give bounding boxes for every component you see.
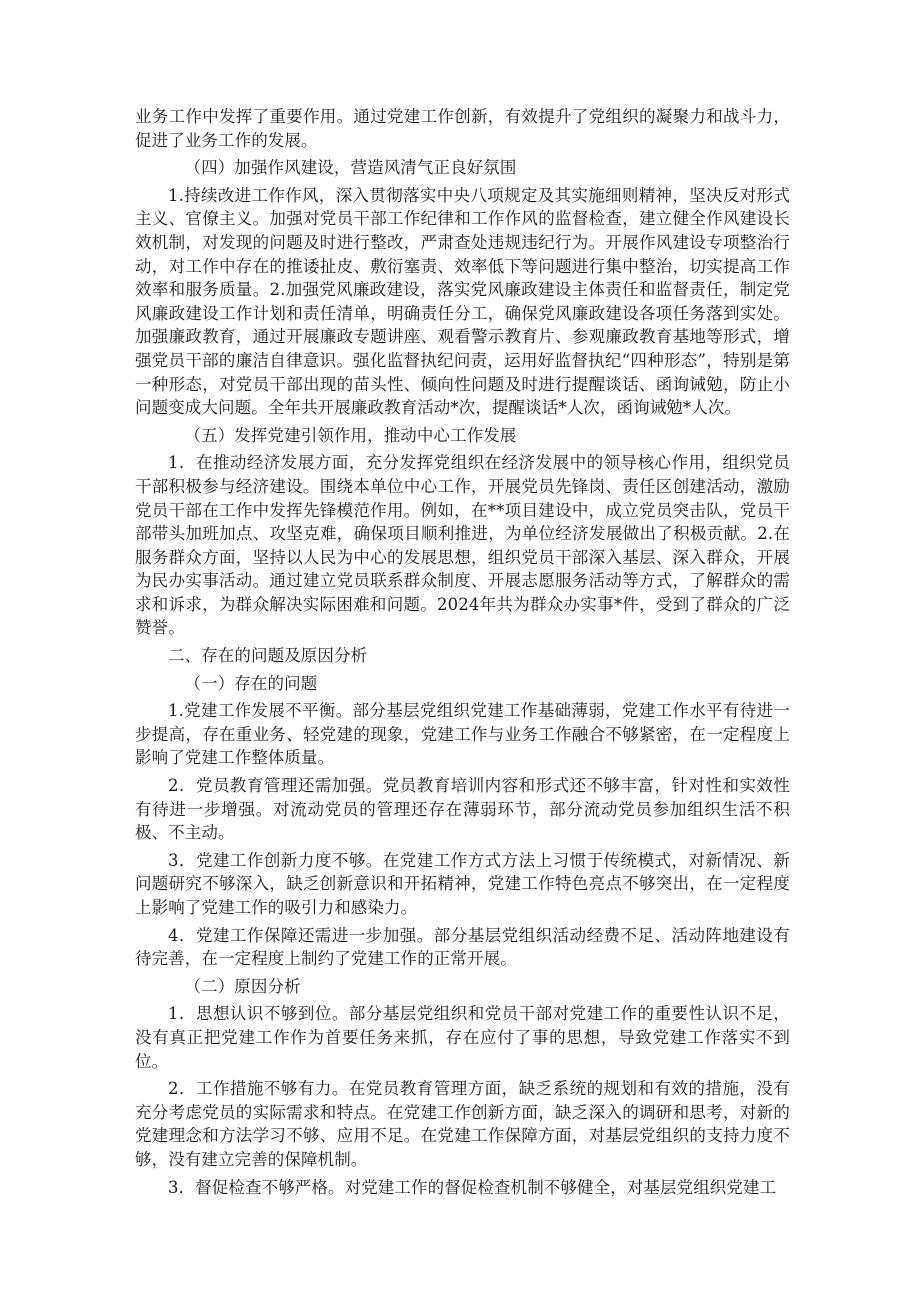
paragraph-problem-4: 4．党建工作保障还需进一步加强。部分基层党组织活动经费不足、活动阵地建设有待完善，在一定程度上制约了党建工作的正常开展。 — [135, 925, 790, 969]
heading-section-5: （五）发挥党建引领作用，推动中心工作发展 — [184, 425, 517, 445]
paragraph-problem-2: 2．党员教育管理还需加强。党员教育培训内容和形式还不够丰富，针对性和实效性有待进一步增强。对流动党员的管理还存在薄弱环节，部分流动党员参加组织生活不积极、不主动。 — [135, 776, 790, 843]
heading-cause-analysis: （二）原因分析 — [184, 976, 301, 996]
paragraph-leading-role: 1．在推动经济发展方面，充分发挥党组织在经济发展中的领导核心作用，组织党员干部积极参与经济建设。围绕本单位中心工作，开展党员先锋岗、责任区创建活动，激励党员干部在工作中发挥先锋模范作用。例如，在**项目建设中，成立党员突击队，党员干部带头加班加点、攻坚克难，确保项目顺利推进，为单位经济发展做出了积极贡献。2.在服务群众方面，坚持以人民为中心的发展思想，组织党员干部深入基层、深入群众，开展为民办实事活动。通过建立党员联系群众制度、开展志愿服务活动等方式，了解群众的需求和诉求，为群众解决实际困难和问题。2024年共为群众办实事*件，受到了群众的广泛赞誉。 — [135, 453, 790, 638]
paragraph-cause-3: 3．督促检查不够严格。对党建工作的督促检查机制不够健全，对基层党组织党建工 — [168, 1177, 777, 1197]
paragraph-cause-2: 2．工作措施不够有力。在党员教育管理方面，缺乏系统的规划和有效的措施，没有充分考虑党员的实际需求和特点。在党建工作创新方面，缺乏深入的调研和思考，对新的党建理念和方法学习不够、应用不足。在党建工作保障方面，对基层党组织的支持力度不够，没有建立完善的保障机制。 — [135, 1079, 790, 1169]
paragraph-style-building: 1.持续改进工作作风，深入贯彻落实中央八项规定及其实施细则精神，坚决反对形式主义、官僚主义。加强对党员干部工作纪律和工作作风的监督检查，建立健全作风建设长效机制，对发现的问题及时进行整改，严肃查处违规违纪行为。开展作风建设专项整治行动，对工作中存在的推诿扯皮、敷衍塞责、效率低下等问题进行集中整治，切实提高工作效率和服务质量。2.加强党风廉政建设，落实党风廉政建设主体责任和监督责任，制定党风廉政建设工作计划和责任清单，明确责任分工，确保党风廉政建设各项任务落到实处。加强廉政教育，通过开展廉政专题讲座、观看警示教育片、参观廉政教育基地等形式，增强党员干部的廉洁自律意识。强化监督执纪问责，运用好监督执纪“四种形态”，特别是第一种形态，对党员干部出现的苗头性、倾向性问题及时进行提醒谈话、函询诫勉，防止小问题变成大问题。全年共开展廉政教育活动*次，提醒谈话*人次，函询诫勉*人次。 — [135, 185, 790, 418]
paragraph-intro-continuation: 业务工作中发挥了重要作用。通过党建工作创新，有效提升了党组织的凝聚力和战斗力，促进了业务工作的发展。 — [135, 107, 790, 150]
paragraph-cause-1: 1．思想认识不够到位。部分基层党组织和党员干部对党建工作的重要性认识不足，没有真正把党建工作作为首要任务来抓，存在应付了事的思想，导致党建工作落实不到位。 — [135, 1004, 790, 1071]
heading-existing-problems: （一）存在的问题 — [184, 673, 318, 693]
heading-section-4: （四）加强作风建设，营造风清气正良好氛围 — [184, 158, 517, 178]
heading-problems-analysis: 二、存在的问题及原因分析 — [168, 646, 368, 666]
document-page — [135, 105, 790, 1203]
paragraph-problem-1: 1.党建工作发展不平衡。部分基层党组织党建工作基础薄弱，党建工作水平有待进一步提高，存在重业务、轻党建的现象，党建工作与业务工作融合不够紧密，在一定程度上影响了党建工作整体质量。 — [135, 701, 790, 768]
paragraph-problem-3: 3．党建工作创新力度不够。在党建工作方式方法上习惯于传统模式，对新情况、新问题研究不够深入，缺乏创新意识和开拓精神，党建工作特色亮点不够突出，在一定程度上影响了党建工作的吸引力和感染力。 — [135, 850, 790, 917]
